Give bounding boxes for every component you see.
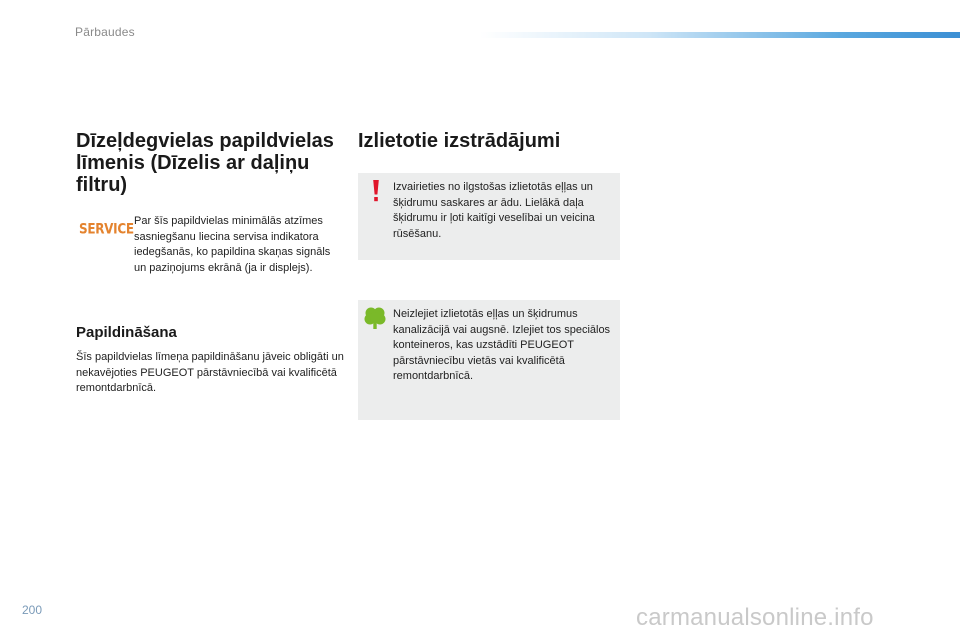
header-gradient-bar [480, 32, 960, 38]
environment-tree-icon [364, 306, 386, 330]
section-title: Pārbaudes [75, 25, 135, 39]
service-warning-icon: SERVICE [79, 220, 134, 238]
exclamation-icon [372, 180, 380, 202]
environment-text: Neizlejiet izlietotās eļļas un šķidrumus kanalizācijā vai augsnē. Izlejiet tos speciālos konteineros, kas uzstādīti PEUGEOT pārstāvniecību vietās vai kvalificētā remontdarbnīcā. [393, 308, 611, 382]
page-number: 200 [22, 603, 43, 617]
refill-heading: Papildināšana [76, 324, 177, 341]
service-description: Par šīs papildvielas minimālās atzīmes sasniegšanu liecina servisa indikatora iedegšanās, ko papildina skaņas signāls un paziņojums ekrānā (ja ir displejs). [134, 215, 331, 274]
additive-level-title: Dīzeļdegvielas papildvielas līmenis (Dīzelis ar daļiņu filtru) [76, 130, 334, 196]
warning-text: Izvairieties no ilgstošas izlietotās eļļas un šķidrumu saskares ar ādu. Lielākā daļa šķidrumu ir ļoti kaitīgi veselībai un veicina rūsēšanu. [393, 181, 595, 240]
watermark: carmanualsonline.info [636, 604, 874, 631]
used-products-title: Izlietotie izstrādājumi [358, 130, 561, 152]
service-row [76, 214, 346, 298]
environment-box [358, 300, 620, 420]
right-column [358, 130, 620, 152]
left-column [76, 130, 346, 397]
refill-description: Šīs papildvielas līmeņa papildināšanu jāveic obligāti un nekavējoties PEUGEOT pārstāvniecībā vai kvalificētā remontdarbnīcā. [76, 351, 344, 394]
warning-box [358, 173, 620, 260]
